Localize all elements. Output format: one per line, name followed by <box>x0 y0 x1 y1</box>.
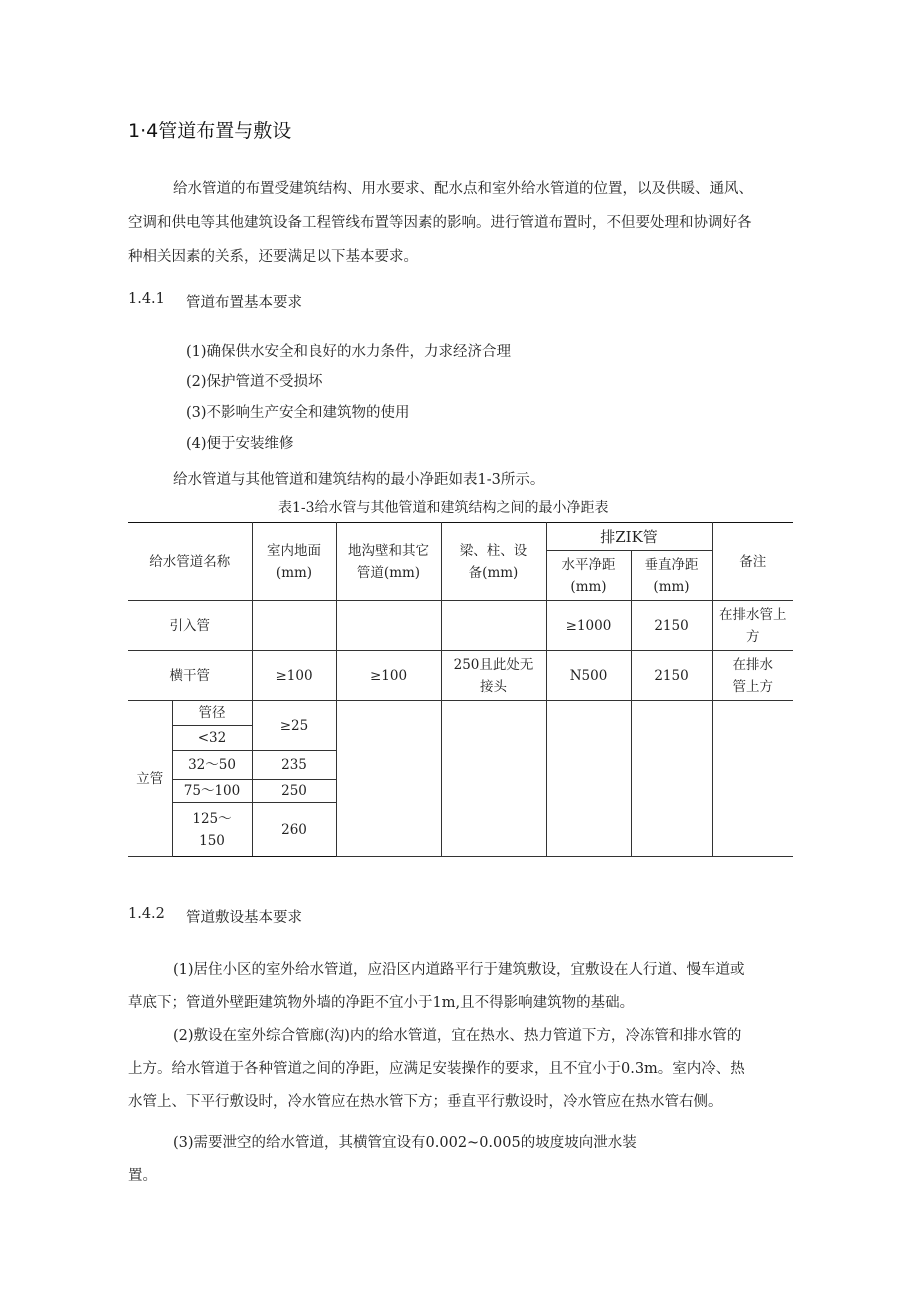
riser-value-1: ≥25 <box>252 701 336 751</box>
laying-p1-line-1: (1)居住小区的室外给水管道，应沿区内道路平行于建筑敷设，宜敷设在人行道、慢车道或 <box>173 962 745 978</box>
requirement-item-2: (2)保护管道不受损坏 <box>186 374 323 390</box>
laying-p2-line-3: 水管上、下平行敷设时，冷水管应在热水管下方；垂直平行敷设时，冷水管应在热水管右侧。 <box>128 1094 723 1110</box>
header-horizontal-clearance: 水平净距(mm) <box>546 551 631 601</box>
requirement-item-4: (4)便于安装维修 <box>186 436 294 452</box>
laying-p3-line-1: (3)需要泄空的给水管道，其横管宜设有0.002~0.005的坡度坡向泄水装 <box>173 1135 637 1151</box>
main-horizontal: N500 <box>546 651 631 701</box>
laying-p3-line-2: 置。 <box>128 1168 157 1184</box>
table-reference-text: 给水管道与其他管道和建筑结构的最小净距如表1-3所示。 <box>173 472 545 488</box>
inlet-name: 引入管 <box>128 601 252 651</box>
riser-value-2: 235 <box>252 751 336 780</box>
header-note: 备注 <box>712 523 793 601</box>
table-row-inlet <box>128 601 793 651</box>
laying-p2-line-1: (2)敷设在室外综合管廊(沟)内的给水管道，宜在热水、热力管道下方，冷冻管和排水管的 <box>173 1028 742 1044</box>
clearance-table <box>128 522 793 857</box>
riser-diameter-2: 32～50 <box>172 751 252 780</box>
main-note: 在排水管上方 <box>712 651 793 701</box>
header-trench-wall: 地沟壁和其它管道(mm) <box>336 523 441 601</box>
riser-diameter-label: 管径 <box>172 701 252 726</box>
main-vertical: 2150 <box>631 651 712 701</box>
table-row-main <box>128 651 793 701</box>
subsection-1-number: 1.4.1 <box>128 291 165 307</box>
requirement-item-1: (1)确保供水安全和良好的水力条件，力求经济合理 <box>186 344 512 360</box>
riser-name: 立管 <box>128 701 172 857</box>
laying-p1-line-2: 草底下；管道外壁距建筑物外墙的净距不宜小于1m,且不得影响建筑物的基础。 <box>128 995 635 1011</box>
inlet-horizontal: ≥1000 <box>546 601 631 651</box>
riser-diameter-1: <32 <box>172 726 252 751</box>
intro-line-1: 给水管道的布置受建筑结构、用水要求、配水点和室外给水管道的位置，以及供暖、通风、 <box>173 181 753 197</box>
header-indoor-floor: 室内地面(mm) <box>252 523 336 601</box>
header-vertical-clearance: 垂直净距(mm) <box>631 551 712 601</box>
table-caption: 表1-3给水管与其他管道和建筑结构之间的最小净距表 <box>278 500 609 516</box>
main-trench: ≥100 <box>336 651 441 701</box>
riser-diameter-4: 125～150 <box>172 803 252 857</box>
header-beam-column: 梁、柱、设备(mm) <box>441 523 546 601</box>
requirement-item-3: (3)不影响生产安全和建筑物的使用 <box>186 405 410 421</box>
intro-line-2: 空调和供电等其他建筑设备工程管线布置等因素的影响。进行管道布置时，不但要处理和协调好各 <box>128 215 752 231</box>
intro-line-3: 种相关因素的关系，还要满足以下基本要求。 <box>128 249 418 265</box>
header-drain-pipe: 排ZIK管 <box>546 523 712 551</box>
laying-p2-line-2: 上方。给水管道于各种管道之间的净距，应满足安装操作的要求，且不宜小于0.3m。室内冷、热 <box>128 1061 745 1077</box>
main-beam: 250且此处无接头 <box>441 651 546 701</box>
riser-diameter-3: 75～100 <box>172 780 252 803</box>
subsection-1-title: 管道布置基本要求 <box>186 295 302 311</box>
inlet-note: 在排水管上方 <box>712 601 793 651</box>
main-name: 横干管 <box>128 651 252 701</box>
riser-value-3: 250 <box>252 780 336 803</box>
section-title: 1·4管道布置与敷设 <box>128 120 292 142</box>
main-indoor: ≥100 <box>252 651 336 701</box>
subsection-2-title: 管道敷设基本要求 <box>186 910 302 926</box>
subsection-2-number: 1.4.2 <box>128 906 165 922</box>
inlet-vertical: 2150 <box>631 601 712 651</box>
header-pipe-name: 给水管道名称 <box>128 523 252 601</box>
riser-value-4: 260 <box>252 803 336 857</box>
